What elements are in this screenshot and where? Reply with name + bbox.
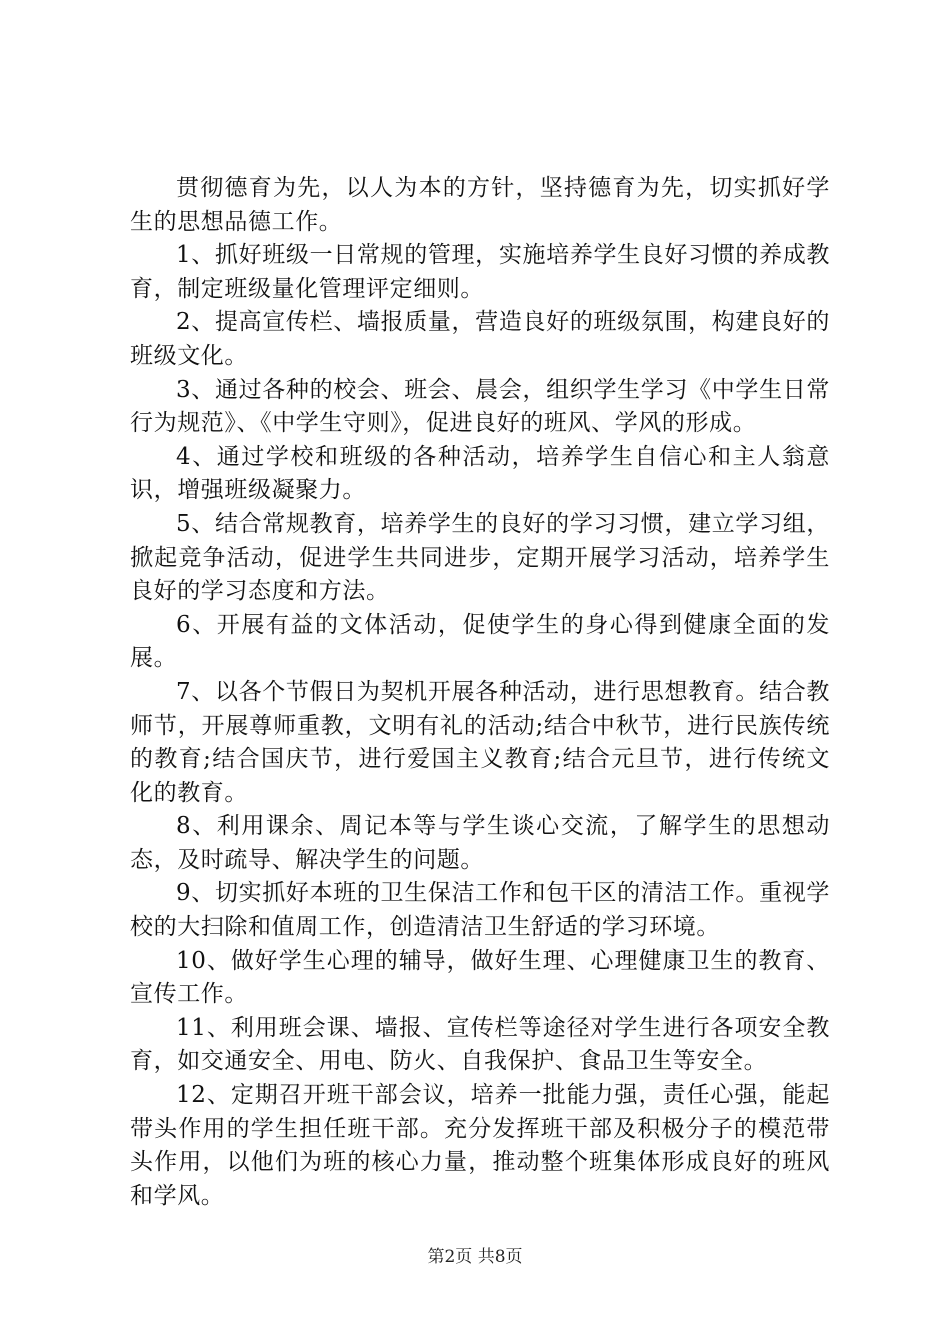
- paragraph-item-12: 12、定期召开班干部会议，培养一批能力强，责任心强，能起带头作用的学生担任班干部。充分发挥班干部及积极分子的模范带头作用，以他们为班的核心力量，推动整个班集体形成良好的班风和学风。: [130, 1082, 830, 1209]
- document-body: [130, 172, 830, 1213]
- paragraph-item-5: 5、结合常规教育，培养学生的良好的学习习惯，建立学习组，掀起竞争活动，促进学生共同进步，定期开展学习活动，培养学生良好的学习态度和方法。: [130, 510, 830, 605]
- paragraph-item-1: 1、抓好班级一日常规的管理，实施培养学生良好习惯的养成教育，制定班级量化管理评定细则。: [130, 242, 830, 302]
- paragraph-item-2: 2、提高宣传栏、墙报质量，营造良好的班级氛围，构建良好的班级文化。: [130, 309, 830, 369]
- paragraph-item-8: 8、利用课余、周记本等与学生谈心交流，了解学生的思想动态，及时疏导、解决学生的问题。: [130, 813, 830, 873]
- paragraph-item-7: 7、以各个节假日为契机开展各种活动，进行思想教育。结合教师节，开展尊师重教，文明有礼的活动;结合中秋节，进行民族传统的教育;结合国庆节，进行爱国主义教育;结合元旦节，进行传统文化的教育。: [130, 678, 830, 806]
- page-number-footer: 第2页 共8页: [427, 1247, 523, 1267]
- paragraph-item-9: 9、切实抓好本班的卫生保洁工作和包干区的清洁工作。重视学校的大扫除和值周工作，创造清洁卫生舒适的学习环境。: [130, 880, 830, 941]
- paragraph-item-4: 4、通过学校和班级的各种活动，培养学生自信心和主人翁意识，增强班级凝聚力。: [130, 443, 830, 504]
- paragraph-intro: 贯彻德育为先，以人为本的方针，坚持德育为先，切实抓好学生的思想品德工作。: [130, 175, 830, 235]
- paragraph-item-11: 11、利用班会课、墙报、宣传栏等途径对学生进行各项安全教育，如交通安全、用电、防火、自我保护、食品卫生等安全。: [130, 1014, 830, 1075]
- paragraph-item-6: 6、开展有益的文体活动，促使学生的身心得到健康全面的发展。: [130, 611, 830, 672]
- paragraph-item-3: 3、通过各种的校会、班会、晨会，组织学生学习《中学生日常行为规范》、《中学生守则》，促进良好的班风、学风的形成。: [130, 376, 830, 437]
- paragraph-item-10: 10、做好学生心理的辅导，做好生理、心理健康卫生的教育、宣传工作。: [130, 947, 830, 1008]
